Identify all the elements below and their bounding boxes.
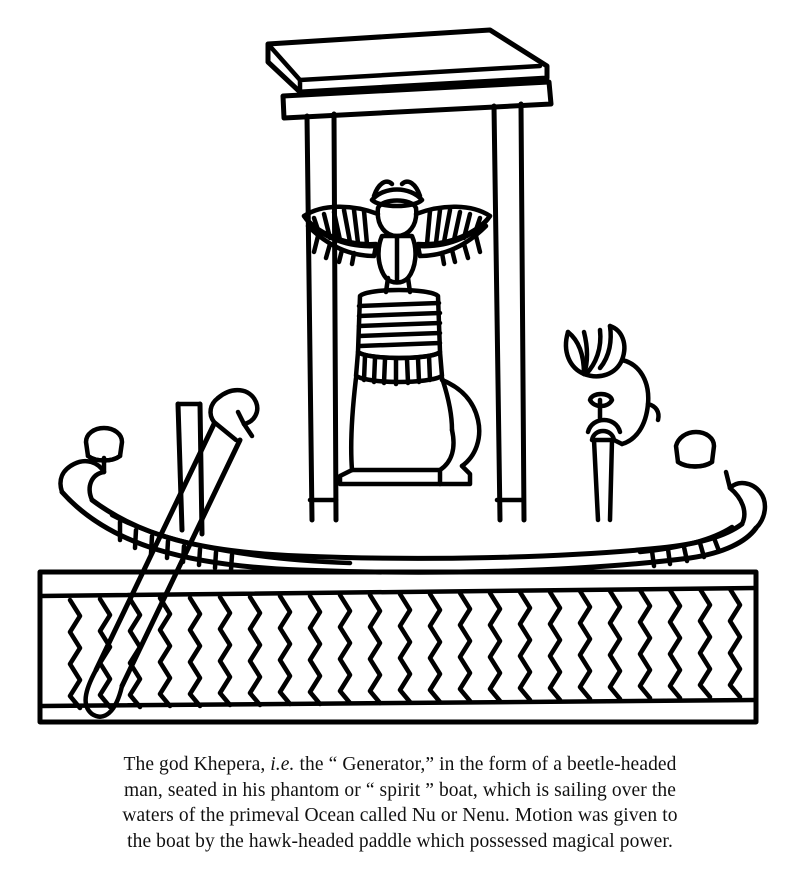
caption-line-2: man, seated in his phantom or “ spirit ” boat, which is sailing over the: [124, 779, 676, 801]
lotus-standard: [566, 326, 659, 520]
caption-line-4: the boat by the hawk-headed paddle which possessed magical power.: [127, 830, 673, 852]
caption-text-b: the “ Generator,” in the form of a beetle-headed: [294, 754, 677, 775]
boat-hull: [61, 428, 765, 572]
canopy-roof: [268, 30, 551, 118]
figure-caption: [0, 752, 800, 854]
seated-beetle-headed-god: [340, 278, 479, 484]
caption-italic-ie: i.e.: [270, 754, 295, 775]
caption-line-1: [14, 752, 786, 778]
caption-text-a: The god Khepera,: [123, 754, 271, 775]
caption-line-3: waters of the primeval Ocean called Nu or Nenu. Motion was given to: [122, 805, 678, 826]
winged-scarab: [304, 182, 490, 283]
water-zigzag-panel: [40, 572, 756, 722]
